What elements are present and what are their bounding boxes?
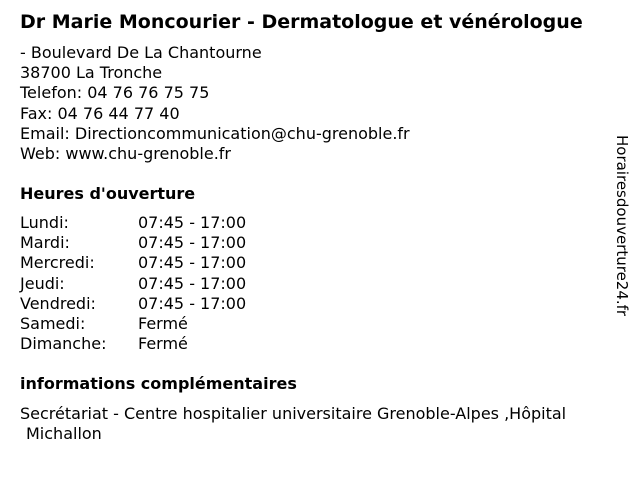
- info-text: [20, 404, 620, 444]
- hours-time: 07:45 - 17:00: [138, 233, 247, 253]
- hours-day: Samedi:: [20, 313, 86, 333]
- email-address: Email: Directioncommunication@chu-grenoble.fr: [20, 123, 410, 143]
- address-city: 38700 La Tronche: [20, 63, 163, 83]
- info-text-line: Secrétariat - Centre hospitalier universitaire Grenoble-Alpes ,Hôpital: [20, 404, 567, 423]
- contact-block: [20, 43, 410, 164]
- watermark: Horairesdouverture24.fr: [613, 135, 631, 317]
- info-heading: informations complémentaires: [20, 374, 297, 393]
- website: Web: www.chu-grenoble.fr: [20, 144, 231, 164]
- hours-time: Fermé: [138, 334, 188, 354]
- fax-number: Fax: 04 76 44 77 40: [20, 103, 180, 123]
- info-text-line: Michallon: [26, 424, 102, 443]
- hours-day: Dimanche:: [20, 334, 107, 354]
- hours-day: Mercredi:: [20, 253, 95, 273]
- hours-time: 07:45 - 17:00: [138, 293, 247, 313]
- phone-number: Telefon: 04 76 76 75 75: [20, 83, 210, 103]
- hours-day: Mardi:: [20, 233, 70, 253]
- hours-time: Fermé: [138, 313, 188, 333]
- hours-day: Vendredi:: [20, 293, 96, 313]
- hours-time: 07:45 - 17:00: [138, 273, 247, 293]
- hours-day: Jeudi:: [20, 273, 65, 293]
- hours-time: 07:45 - 17:00: [138, 213, 247, 232]
- hours-time: 07:45 - 17:00: [138, 253, 247, 273]
- hours-heading: Heures d'ouverture: [20, 184, 196, 203]
- hours-day: Lundi:: [20, 213, 69, 232]
- address-street: - Boulevard De La Chantourne: [20, 43, 262, 62]
- page-title: Dr Marie Moncourier - Dermatologue et vénérologue: [20, 11, 583, 33]
